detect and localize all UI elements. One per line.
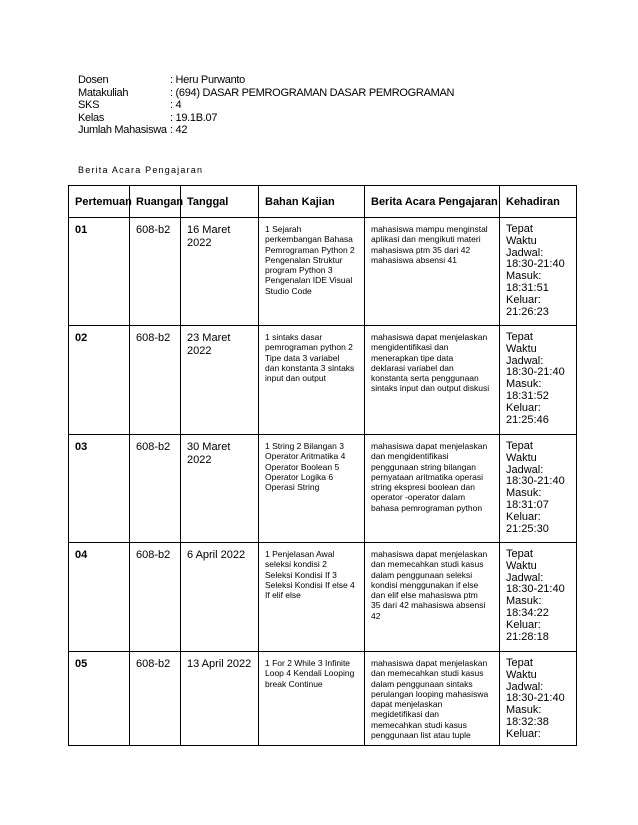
kehadiran-cell: Tepat Waktu Jadwal: 18:30-21:40 Masuk: 18:31:52 Keluar: 21:25:46 (500, 326, 577, 435)
bahan-cell: 1 String 2 Bilangan 3 Operator Aritmatika 4 Operator Boolean 5 Operator Logika 6 Operasi String (259, 435, 365, 543)
tanggal-cell: 23 Maret 2022 (181, 326, 259, 435)
table-row (69, 652, 577, 746)
kehadiran-cell: Tepat Waktu Jadwal: 18:30-21:40 Masuk: 18:34:22 Keluar: 21:28:18 (500, 543, 577, 652)
section-title: Berita Acara Pengajaran (78, 165, 204, 175)
kehadiran-cell: Tepat Waktu Jadwal: 18:30-21:40 Masuk: 18:32:38 Keluar: (500, 652, 577, 746)
table-row (69, 326, 577, 435)
attendance-table (68, 185, 577, 746)
jumlah-row (78, 124, 454, 137)
header-pertemuan: Pertemuan (69, 186, 130, 218)
kehadiran-cell: Tepat Waktu Jadwal: 18:30-21:40 Masuk: 18:31:51 Keluar: 21:26:23 (500, 218, 577, 326)
pertemuan-cell: 02 (69, 326, 130, 435)
bahan-cell: 1 Penjelasan Awal seleksi kondisi 2 Seleksi Kondisi If 3 Seleksi Kondisi If else 4 If elif else (259, 543, 365, 652)
header-kehadiran: Kehadiran (500, 186, 577, 218)
header-ruangan: Ruangan (130, 186, 181, 218)
berita-cell: mahasiswa dapat menjelaskan dan mengidentifikasi penggunaan string bilangan pernyataan aritmatika operasi string ekspresi boolean dan operator -operator dalam bahasa pemrograman python (365, 435, 500, 543)
berita-cell: mahasiswa mampu menginstal aplikasi dan mengikuti materi mahasiswa ptm 35 dari 42 mahasiswa absensi 41 (365, 218, 500, 326)
pertemuan-cell: 04 (69, 543, 130, 652)
table-header-row (69, 186, 577, 218)
sks-value: : 4 (170, 99, 182, 111)
pertemuan-cell: 01 (69, 218, 130, 326)
berita-cell: mahasiswa dapat menjelaskan mengidentifikasi dan menerapkan tipe data deklarasi variabel dan konstanta serta penggunaan sintaks input dan output diskusi (365, 326, 500, 435)
kelas-row (78, 112, 454, 125)
table-row (69, 218, 577, 326)
tanggal-cell: 13 April 2022 (181, 652, 259, 746)
header-berita-acara: Berita Acara Pengajaran (365, 186, 500, 218)
sks-label: SKS (78, 99, 100, 111)
ruangan-cell: 608-b2 (130, 435, 181, 543)
tanggal-cell: 16 Maret 2022 (181, 218, 259, 326)
header-tanggal: Tanggal (181, 186, 259, 218)
ruangan-cell: 608-b2 (130, 218, 181, 326)
matkul-row (78, 87, 454, 100)
sks-row (78, 99, 454, 112)
berita-cell: mahasiswa dapat menjelaskan dan memecahkan studi kasus dalam penggunaan sintaks perulangan looping mahasiswa dapat menjelaskan megidetifikasi dan memecahkan studi kasus penggunaan list atau tuple (365, 652, 500, 746)
pertemuan-cell: 03 (69, 435, 130, 543)
berita-cell: mahasiswa dapat menjelaskan dan memecahkan studi kasus dalam penggunaan seleksi kondisi menggunakan if else dan elif else mahasiswa ptm 35 dari 42 mahasiswa absensi 42 (365, 543, 500, 652)
tanggal-cell: 30 Maret 2022 (181, 435, 259, 543)
tanggal-cell: 6 April 2022 (181, 543, 259, 652)
header-bahan-kajian: Bahan Kajian (259, 186, 365, 218)
dosen-label: Dosen (78, 74, 109, 86)
dosen-value: : Heru Purwanto (170, 74, 245, 86)
ruangan-cell: 608-b2 (130, 652, 181, 746)
table-row (69, 543, 577, 652)
matkul-value: : (694) DASAR PEMROGRAMAN DASAR PEMROGRAMAN (170, 86, 455, 99)
bahan-cell: 1 For 2 While 3 Infinite Loop 4 Kendali Looping break Continue (259, 652, 365, 746)
pertemuan-cell: 05 (69, 652, 130, 746)
course-info (78, 74, 454, 137)
kehadiran-cell: Tepat Waktu Jadwal: 18:30-21:40 Masuk: 18:31:07 Keluar: 21:25:30 (500, 435, 577, 543)
jumlah-label: Jumlah Mahasiswa (78, 124, 167, 136)
kelas-value: : 19.1B.07 (170, 111, 218, 124)
bahan-cell: 1 sintaks dasar pemrograman python 2 Tipe data 3 variabel dan konstanta 3 sintaks input dan output (259, 326, 365, 435)
ruangan-cell: 608-b2 (130, 543, 181, 652)
matkul-label: Matakuliah (78, 86, 129, 99)
ruangan-cell: 608-b2 (130, 326, 181, 435)
jumlah-value: : 42 (170, 124, 188, 136)
dosen-row (78, 74, 454, 87)
table-row (69, 435, 577, 543)
bahan-cell: 1 Sejarah perkembangan Bahasa Pemrograman Python 2 Pengenalan Struktur program Python 3 Pengenalan IDE Visual Studio Code (259, 218, 365, 326)
kelas-label: Kelas (78, 111, 105, 124)
